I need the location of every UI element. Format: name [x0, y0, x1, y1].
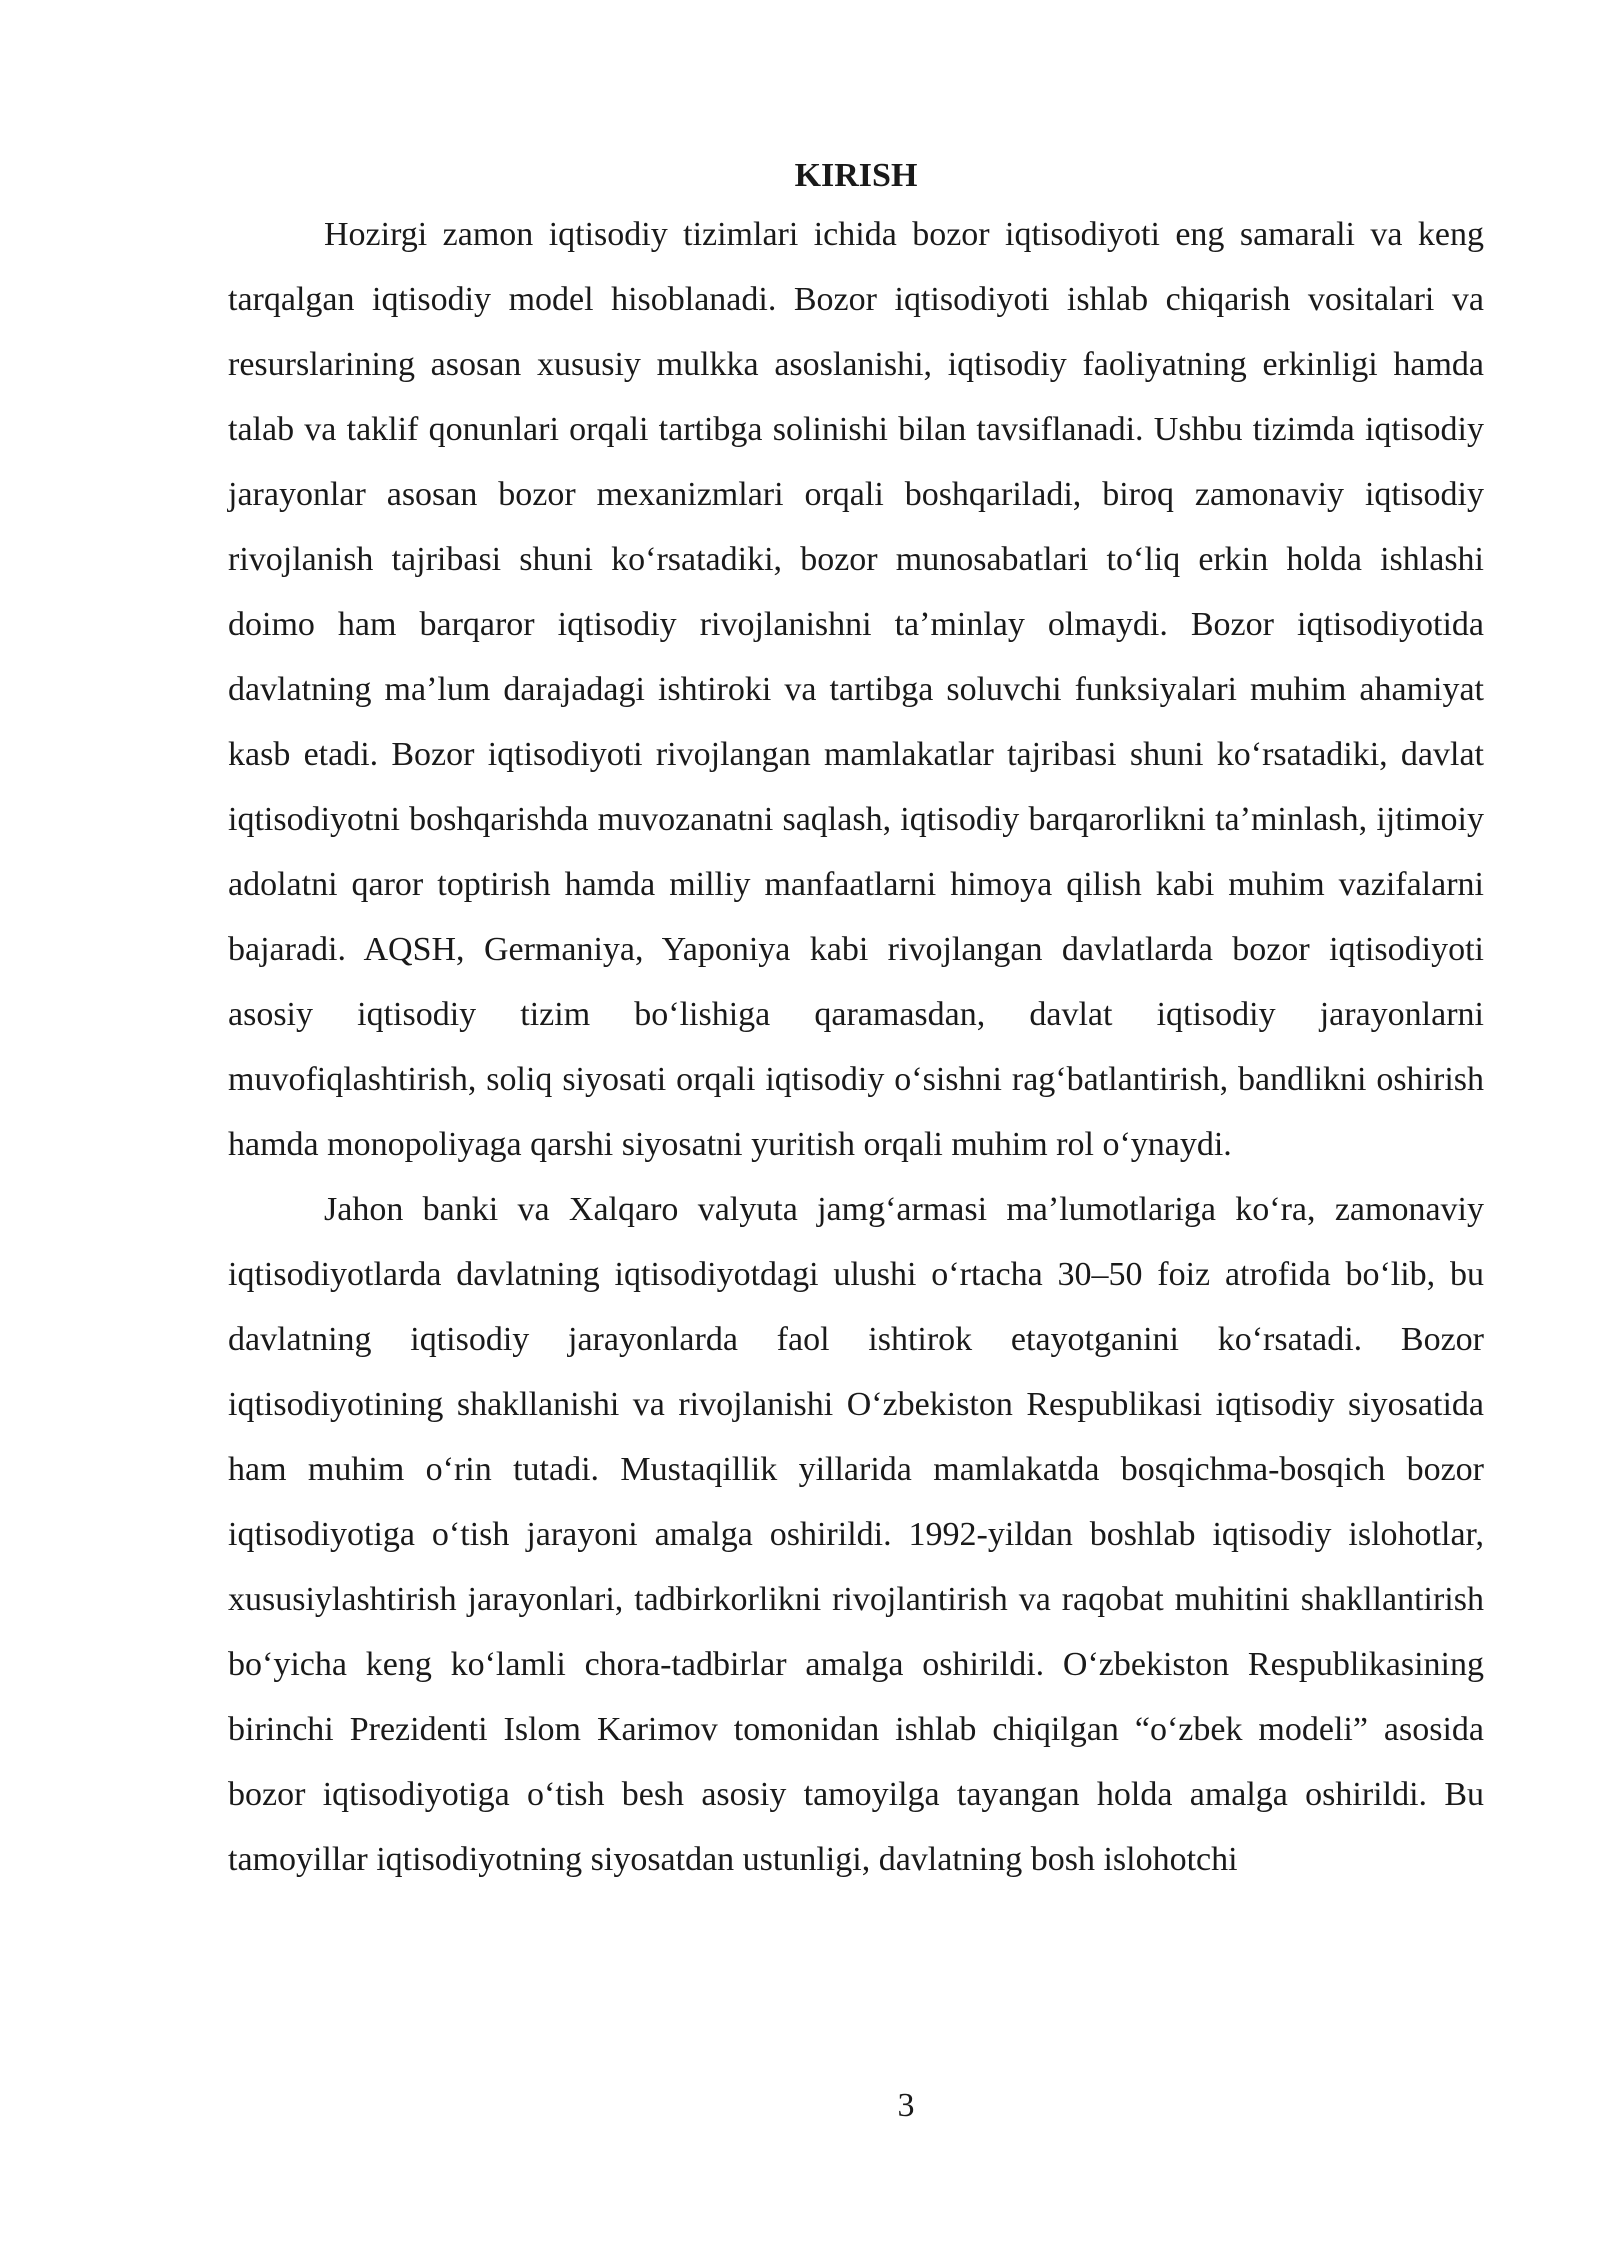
page-number: 3 [897, 2087, 915, 2124]
page-title: KIRISH [794, 157, 918, 194]
paragraph-1: Hozirgi zamon iqtisodiy tizimlari ichida bozor iqtisodiyoti eng samarali va keng tarqalgan iqtisodiy model hisoblanadi. Bozor iqtisodiyoti ishlab chiqarish vositalari va resurslarining asosan xususiy mulkka asoslanishi, iqtisodiy faoliyatning erkinligi hamda talab va taklif qonunlari orqali tartibga solinishi bilan tavsiflanadi. Ushbu tizimda iqtisodiy jarayonlar asosan bozor mexanizmlari orqali boshqariladi, biroq zamonaviy iqtisodiy rivojlanish tajribasi shuni koʻrsatadiki, bozor munosabatlari toʻliq erkin holda ishlashi doimo ham barqaror iqtisodiy rivojlanishni taʼminlay olmaydi. Bozor iqtisodiyotida davlatning maʼlum darajadagi ishtiroki va tartibga soluvchi funksiyalari muhim ahamiyat kasb etadi. Bozor iqtisodiyoti rivojlangan mamlakatlar tajribasi shuni koʻrsatadiki, davlat iqtisodiyotni boshqarishda muvozanatni saqlash, iqtisodiy barqarorlikni taʼminlash, ijtimoiy adolatni qaror toptirish hamda milliy manfaatlarni himoya qilish kabi muhim vazifalarni bajaradi. AQSH, Germaniya, Yaponiya kabi rivojlangan davlatlarda bozor iqtisodiyoti asosiy iqtisodiy tizim boʻlishiga qaramasdan, davlat iqtisodiy jarayonlarni muvofiqlashtirish, soliq siyosati orqali iqtisodiy oʻsishni ragʻbatlantirish, bandlikni oshirish hamda monopoliyaga qarshi siyosatni yuritish orqali muhim rol oʻynaydi. [228, 216, 1484, 1163]
page-body [228, 150, 1484, 1892]
paragraph-2: Jahon banki va Xalqaro valyuta jamgʻarmasi maʼlumotlariga koʻra, zamonaviy iqtisodiyotlarda davlatning iqtisodiyotdagi ulushi oʻrtacha 30–50 foiz atrofida boʻlib, bu davlatning iqtisodiy jarayonlarda faol ishtirok etayotganini koʻrsatadi. Bozor iqtisodiyotining shakllanishi va rivojlanishi Oʻzbekiston Respublikasi iqtisodiy siyosatida ham muhim oʻrin tutadi. Mustaqillik yillarida mamlakatda bosqichma-bosqich bozor iqtisodiyotiga oʻtish jarayoni amalga oshirildi. 1992-yildan boshlab iqtisodiy islohotlar, xususiylashtirish jarayonlari, tadbirkorlikni rivojlantirish va raqobat muhitini shakllantirish boʻyicha keng koʻlamli chora-tadbirlar amalga oshirildi. Oʻzbekiston Respublikasining birinchi Prezidenti Islom Karimov tomonidan ishlab chiqilgan “oʻzbek modeli” asosida bozor iqtisodiyotiga oʻtish besh asosiy tamoyilga tayangan holda amalga oshirildi. Bu tamoyillar iqtisodiyotning siyosatdan ustunligi, davlatning bosh islohotchi [228, 1191, 1484, 1878]
